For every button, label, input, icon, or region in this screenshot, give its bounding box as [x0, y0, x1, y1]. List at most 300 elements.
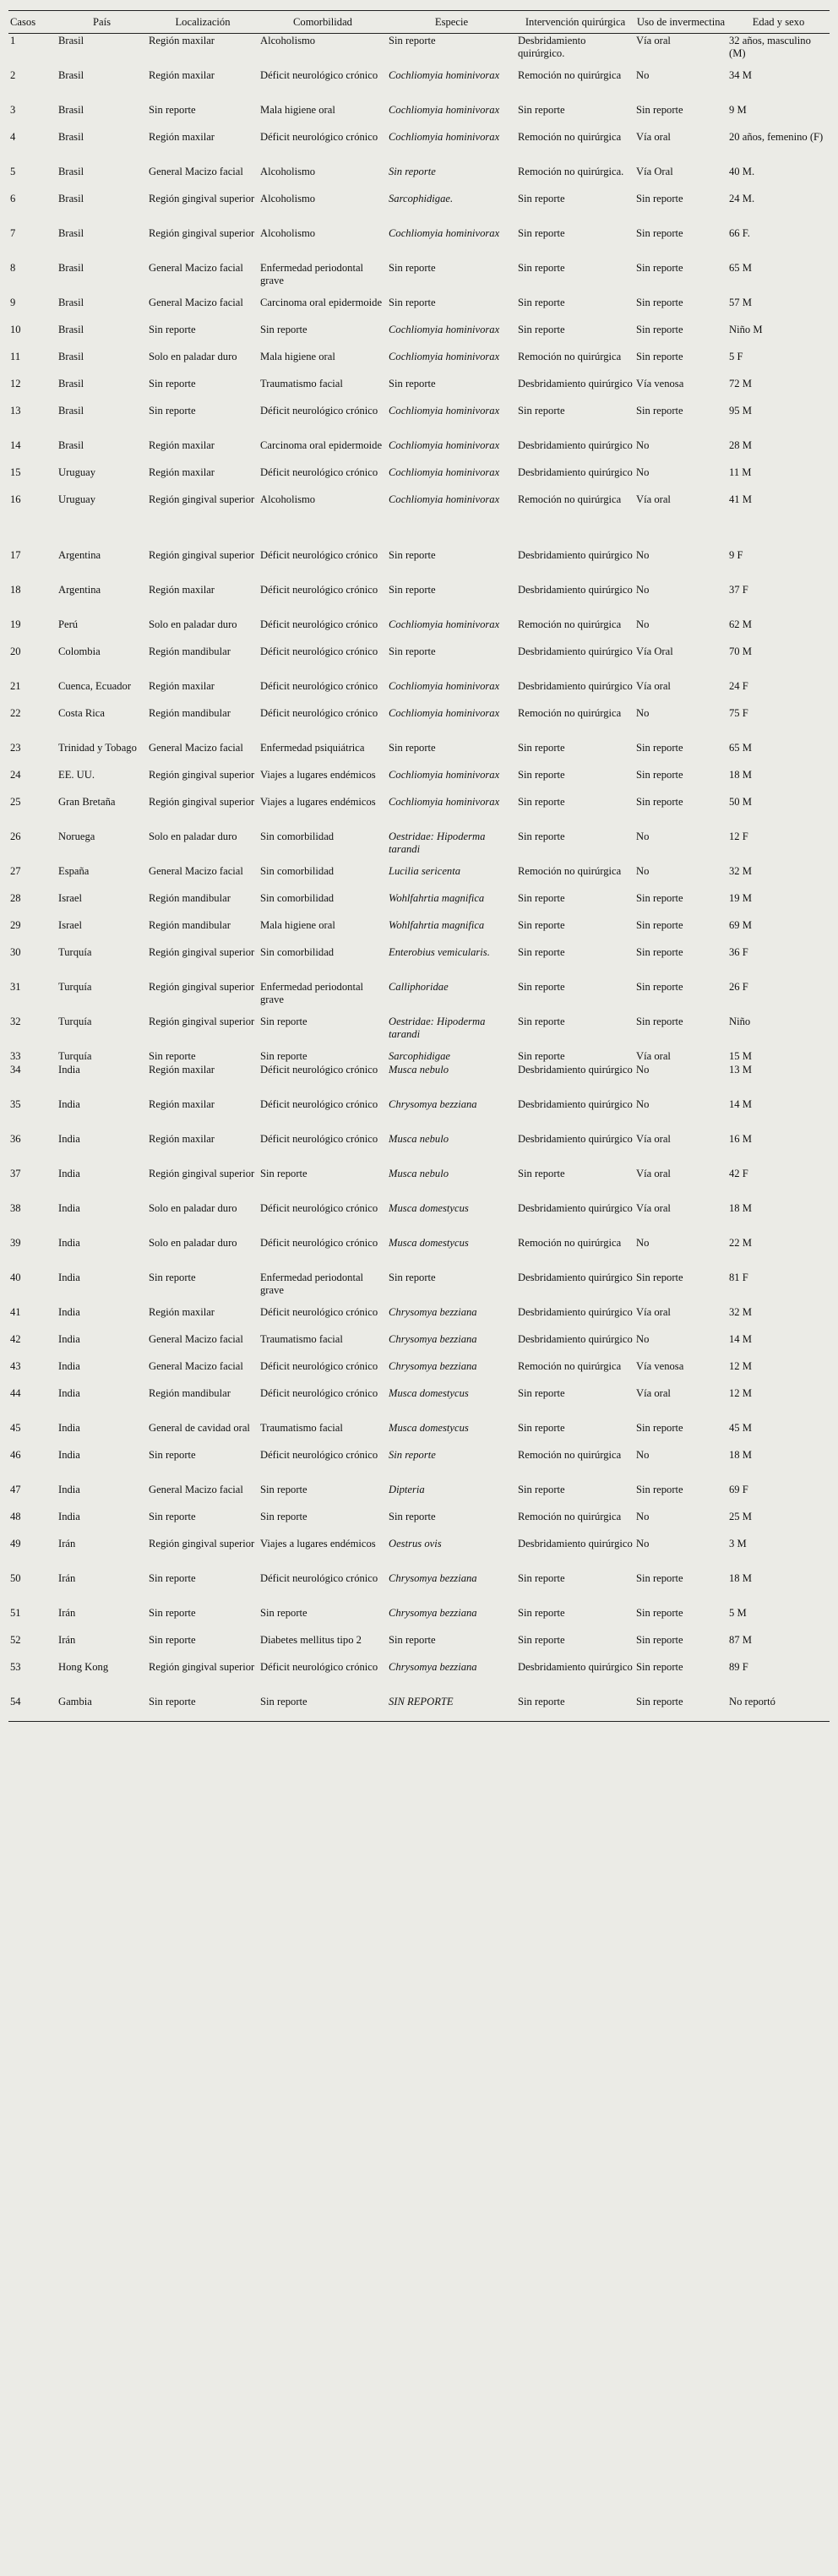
intervention-cell: Sin reporte	[518, 1606, 565, 1619]
case-number: 43	[10, 1359, 21, 1372]
age-sex-cell: 5 F	[729, 350, 743, 362]
table-row	[8, 864, 830, 891]
table-row	[8, 830, 830, 864]
case-number: 16	[10, 493, 21, 505]
table-row	[8, 679, 830, 706]
age-sex-cell: 41 M	[729, 493, 752, 505]
ivermectin-cell: Sin reporte	[636, 226, 683, 239]
species-cell: Chrysomya bezziana	[389, 1332, 477, 1345]
comorbidity-cell: Déficit neurológico crónico	[260, 404, 378, 417]
ivermectin-cell: No	[636, 864, 650, 877]
comorbidity-cell: Déficit neurológico crónico	[260, 679, 378, 692]
comorbidity-cell: Déficit neurológico crónico	[260, 68, 378, 81]
age-sex-cell: 72 M	[729, 377, 752, 389]
table-row	[8, 1386, 830, 1421]
country-cell: India	[58, 1305, 80, 1318]
country-cell: Brasil	[58, 296, 84, 308]
age-sex-cell: 37 F	[729, 583, 748, 596]
location-cell: Sin reporte	[149, 1448, 196, 1461]
species-cell: Musca nebulo	[389, 1167, 449, 1179]
ivermectin-cell: Vía oral	[636, 493, 671, 505]
ivermectin-cell: No	[636, 1236, 650, 1249]
age-sex-cell: 18 M	[729, 768, 752, 781]
intervention-cell: Desbridamiento quirúrgico	[518, 1201, 633, 1214]
species-cell: Cochliomyia hominivorax	[389, 466, 500, 478]
location-cell: Región gingival superior	[149, 980, 255, 993]
table-row	[8, 768, 830, 795]
species-cell: Dipteria	[389, 1483, 425, 1495]
location-cell: General Macizo facial	[149, 1483, 243, 1495]
intervention-cell: Desbridamiento quirúrgico	[518, 1305, 633, 1318]
case-number: 22	[10, 706, 21, 719]
location-cell: Solo en paladar duro	[149, 350, 237, 362]
ivermectin-cell: No	[636, 1448, 650, 1461]
case-number: 17	[10, 548, 21, 561]
comorbidity-cell: Déficit neurológico crónico	[260, 548, 378, 561]
table-row	[8, 918, 830, 945]
country-cell: Gran Bretaña	[58, 795, 116, 808]
country-cell: India	[58, 1271, 80, 1283]
comorbidity-cell: Déficit neurológico crónico	[260, 1571, 378, 1584]
age-sex-cell: Niño	[729, 1015, 751, 1027]
country-cell: India	[58, 1421, 80, 1434]
ivermectin-cell: Sin reporte	[636, 1633, 683, 1646]
location-cell: Región mandibular	[149, 1386, 231, 1399]
species-cell: Sin reporte	[389, 1510, 436, 1522]
comorbidity-cell: Carcinoma oral epidermoide	[260, 296, 383, 308]
ivermectin-cell: Sin reporte	[636, 323, 683, 335]
species-cell: Sin reporte	[389, 296, 436, 308]
age-sex-cell: 12 F	[729, 830, 748, 842]
location-cell: Región maxilar	[149, 1132, 215, 1145]
species-cell: Cochliomyia hominivorax	[389, 768, 500, 781]
table-row	[8, 103, 830, 130]
age-sex-cell: 26 F	[729, 980, 748, 993]
age-sex-cell: 32 M	[729, 864, 752, 877]
species-cell: Musca nebulo	[389, 1063, 449, 1076]
table-row	[8, 1015, 830, 1049]
comorbidity-cell: Viajes a lugares endémicos	[260, 768, 376, 781]
ivermectin-cell: Sin reporte	[636, 1606, 683, 1619]
age-sex-cell: 89 F	[729, 1660, 748, 1673]
intervention-cell: Sin reporte	[518, 192, 565, 204]
table-row	[8, 1167, 830, 1201]
table-row	[8, 1063, 830, 1097]
age-sex-cell: 75 F	[729, 706, 748, 719]
species-cell: Sin reporte	[389, 165, 436, 177]
intervention-cell: Sin reporte	[518, 945, 565, 958]
comorbidity-cell: Déficit neurológico crónico	[260, 1386, 378, 1399]
intervention-cell: Desbridamiento quirúrgico	[518, 1660, 633, 1673]
ivermectin-cell: No	[636, 466, 650, 478]
ivermectin-cell: No	[636, 68, 650, 81]
age-sex-cell: 13 M	[729, 1063, 752, 1076]
case-number: 5	[10, 165, 16, 177]
header-comorbilidad: Comorbilidad	[293, 16, 352, 28]
comorbidity-cell: Déficit neurológico crónico	[260, 1305, 378, 1318]
comorbidity-cell: Déficit neurológico crónico	[260, 466, 378, 478]
location-cell: Región mandibular	[149, 645, 231, 657]
table-row	[8, 192, 830, 226]
intervention-cell: Remoción no quirúrgica	[518, 1448, 622, 1461]
age-sex-cell: 18 M	[729, 1571, 752, 1584]
species-cell: Sarcophidigae	[389, 1049, 450, 1062]
ivermectin-cell: Vía venosa	[636, 377, 684, 389]
age-sex-cell: 34 M	[729, 68, 752, 81]
table-row	[8, 323, 830, 350]
age-sex-cell: 50 M	[729, 795, 752, 808]
comorbidity-cell: Sin reporte	[260, 323, 307, 335]
location-cell: Región maxilar	[149, 68, 215, 81]
intervention-cell: Desbridamiento quirúrgico	[518, 645, 633, 657]
location-cell: Región maxilar	[149, 130, 215, 143]
location-cell: Región maxilar	[149, 1097, 215, 1110]
intervention-cell: Desbridamiento quirúrgico	[518, 438, 633, 451]
species-cell: Sin reporte	[389, 1633, 436, 1646]
table-row	[8, 1571, 830, 1606]
location-cell: Región maxilar	[149, 35, 215, 46]
table-row	[8, 1271, 830, 1305]
table-row	[8, 404, 830, 438]
location-cell: Solo en paladar duro	[149, 1201, 237, 1214]
table-row	[8, 226, 830, 261]
species-cell: Cochliomyia hominivorax	[389, 130, 500, 143]
country-cell: Irán	[58, 1537, 76, 1549]
age-sex-cell: 69 M	[729, 918, 752, 931]
intervention-cell: Desbridamiento quirúrgico	[518, 1537, 633, 1549]
comorbidity-cell: Traumatismo facial	[260, 1332, 343, 1345]
country-cell: Irán	[58, 1606, 76, 1619]
table-row	[8, 1359, 830, 1386]
age-sex-cell: 19 M	[729, 891, 752, 904]
table-row	[8, 350, 830, 377]
location-cell: Región mandibular	[149, 891, 231, 904]
case-number: 8	[10, 261, 16, 274]
age-sex-cell: 70 M	[729, 645, 752, 657]
intervention-cell: Desbridamiento quirúrgico	[518, 1271, 633, 1283]
ivermectin-cell: Sin reporte	[636, 1271, 683, 1283]
intervention-cell: Remoción no quirúrgica	[518, 618, 622, 630]
case-number: 24	[10, 768, 21, 781]
table-row	[8, 493, 830, 548]
country-cell: Brasil	[58, 323, 84, 335]
location-cell: Región gingival superior	[149, 795, 255, 808]
ivermectin-cell: No	[636, 1097, 650, 1110]
comorbidity-cell: Déficit neurológico crónico	[260, 1063, 378, 1076]
species-cell: Sin reporte	[389, 583, 436, 596]
ivermectin-cell: Sin reporte	[636, 795, 683, 808]
comorbidity-cell: Déficit neurológico crónico	[260, 706, 378, 719]
ivermectin-cell: Sin reporte	[636, 741, 683, 754]
age-sex-cell: 16 M	[729, 1132, 752, 1145]
species-cell: Cochliomyia hominivorax	[389, 350, 500, 362]
age-sex-cell: 12 M	[729, 1386, 752, 1399]
intervention-cell: Sin reporte	[518, 1483, 565, 1495]
species-cell: Sin reporte	[389, 1271, 436, 1283]
ivermectin-cell: Sin reporte	[636, 1015, 683, 1027]
case-number: 44	[10, 1386, 21, 1399]
case-number: 21	[10, 679, 21, 692]
table-row	[8, 1660, 830, 1695]
country-cell: India	[58, 1448, 80, 1461]
case-number: 6	[10, 192, 16, 204]
species-cell: Cochliomyia hominivorax	[389, 323, 500, 335]
case-number: 27	[10, 864, 21, 877]
species-cell: Sin reporte	[389, 548, 436, 561]
location-cell: Sin reporte	[149, 103, 196, 116]
age-sex-cell: 28 M	[729, 438, 752, 451]
table-row	[8, 1695, 830, 1722]
country-cell: Argentina	[58, 583, 101, 596]
intervention-cell: Sin reporte	[518, 261, 565, 274]
location-cell: Región maxilar	[149, 466, 215, 478]
table-row	[8, 34, 830, 68]
ivermectin-cell: Sin reporte	[636, 192, 683, 204]
location-cell: Sin reporte	[149, 377, 196, 389]
country-cell: Gambia	[58, 1695, 92, 1707]
location-cell: Región gingival superior	[149, 1660, 255, 1673]
country-cell: Israel	[58, 918, 82, 931]
country-cell: Brasil	[58, 261, 84, 274]
country-cell: India	[58, 1167, 80, 1179]
species-cell: Musca domestycus	[389, 1421, 469, 1434]
intervention-cell: Remoción no quirúrgica	[518, 130, 622, 143]
case-number: 30	[10, 945, 21, 958]
species-cell: SIN REPORTE	[389, 1695, 454, 1707]
country-cell: India	[58, 1236, 80, 1249]
case-number: 54	[10, 1695, 21, 1707]
comorbidity-cell: Sin reporte	[260, 1510, 307, 1522]
age-sex-cell: Niño M	[729, 323, 763, 335]
intervention-cell: Sin reporte	[518, 891, 565, 904]
case-number: 46	[10, 1448, 21, 1461]
location-cell: General Macizo facial	[149, 741, 243, 754]
table-row	[8, 1332, 830, 1359]
age-sex-cell: 11 M	[729, 466, 752, 478]
age-sex-cell: 65 M	[729, 741, 752, 754]
case-number: 18	[10, 583, 21, 596]
ivermectin-cell: Sin reporte	[636, 768, 683, 781]
case-number: 42	[10, 1332, 21, 1345]
location-cell: General Macizo facial	[149, 1359, 243, 1372]
case-number: 49	[10, 1537, 21, 1549]
country-cell: Brasil	[58, 192, 84, 204]
ivermectin-cell: Sin reporte	[636, 918, 683, 931]
species-cell: Chrysomya bezziana	[389, 1660, 477, 1673]
location-cell: Región maxilar	[149, 1063, 215, 1076]
intervention-cell: Sin reporte	[518, 1015, 565, 1027]
case-number: 3	[10, 103, 16, 116]
comorbidity-cell: Déficit neurológico crónico	[260, 130, 378, 143]
case-number: 51	[10, 1606, 21, 1619]
species-cell: Cochliomyia hominivorax	[389, 103, 500, 116]
comorbidity-cell: Alcoholismo	[260, 226, 316, 239]
comorbidity-cell: Déficit neurológico crónico	[260, 1448, 378, 1461]
case-number: 2	[10, 68, 16, 81]
age-sex-cell: 15 M	[729, 1049, 752, 1062]
table-row	[8, 1606, 830, 1633]
age-sex-cell: 32 años, masculino (M)	[729, 35, 811, 59]
case-number: 37	[10, 1167, 21, 1179]
country-cell: India	[58, 1063, 80, 1076]
comorbidity-cell: Déficit neurológico crónico	[260, 1660, 378, 1673]
comorbidity-cell: Viajes a lugares endémicos	[260, 795, 376, 808]
case-number: 20	[10, 645, 21, 657]
location-cell: Sin reporte	[149, 1571, 196, 1584]
comorbidity-cell: Traumatismo facial	[260, 377, 343, 389]
species-cell: Cochliomyia hominivorax	[389, 493, 500, 505]
age-sex-cell: 18 M	[729, 1201, 752, 1214]
ivermectin-cell: Sin reporte	[636, 1421, 683, 1434]
intervention-cell: Sin reporte	[518, 1421, 565, 1434]
table-row	[8, 1633, 830, 1660]
table-row	[8, 795, 830, 830]
species-cell: Cochliomyia hominivorax	[389, 404, 500, 417]
case-number: 52	[10, 1633, 21, 1646]
ivermectin-cell: Sin reporte	[636, 103, 683, 116]
age-sex-cell: 14 M	[729, 1097, 752, 1110]
comorbidity-cell: Mala higiene oral	[260, 103, 335, 116]
location-cell: Sin reporte	[149, 404, 196, 417]
case-number: 28	[10, 891, 21, 904]
ivermectin-cell: No	[636, 1332, 650, 1345]
country-cell: Brasil	[58, 68, 84, 81]
species-cell: Chrysomya bezziana	[389, 1305, 477, 1318]
case-number: 32	[10, 1015, 21, 1027]
table-row	[8, 1097, 830, 1132]
ivermectin-cell: No	[636, 706, 650, 719]
age-sex-cell: 9 F	[729, 548, 743, 561]
comorbidity-cell: Sin reporte	[260, 1015, 307, 1027]
age-sex-cell: 9 M	[729, 103, 747, 116]
table-row	[8, 1510, 830, 1537]
intervention-cell: Desbridamiento quirúrgico	[518, 1063, 633, 1076]
table-header	[8, 11, 830, 34]
case-number: 13	[10, 404, 21, 417]
country-cell: Brasil	[58, 130, 84, 143]
country-cell: Trinidad y Tobago	[58, 741, 137, 754]
age-sex-cell: 25 M	[729, 1510, 752, 1522]
intervention-cell: Sin reporte	[518, 1167, 565, 1179]
table-row	[8, 980, 830, 1015]
ivermectin-cell: No	[636, 830, 650, 842]
age-sex-cell: 18 M	[729, 1448, 752, 1461]
location-cell: Región gingival superior	[149, 768, 255, 781]
comorbidity-cell: Enfermedad psiquiátrica	[260, 741, 365, 754]
intervention-cell: Remoción no quirúrgica	[518, 493, 622, 505]
intervention-cell: Sin reporte	[518, 1386, 565, 1399]
country-cell: Noruega	[58, 830, 95, 842]
case-number: 39	[10, 1236, 21, 1249]
intervention-cell: Sin reporte	[518, 980, 565, 993]
location-cell: Región gingival superior	[149, 192, 255, 204]
intervention-cell: Sin reporte	[518, 1049, 565, 1062]
ivermectin-cell: Vía Oral	[636, 165, 673, 177]
ivermectin-cell: No	[636, 583, 650, 596]
country-cell: Brasil	[58, 404, 84, 417]
location-cell: Región maxilar	[149, 679, 215, 692]
age-sex-cell: 12 M	[729, 1359, 752, 1372]
table-row	[8, 261, 830, 296]
age-sex-cell: 20 años, femenino (F)	[729, 130, 824, 143]
ivermectin-cell: Sin reporte	[636, 296, 683, 308]
location-cell: Región maxilar	[149, 1305, 215, 1318]
location-cell: Sin reporte	[149, 1606, 196, 1619]
age-sex-cell: 57 M	[729, 296, 752, 308]
location-cell: Región maxilar	[149, 583, 215, 596]
country-cell: EE. UU.	[58, 768, 95, 781]
intervention-cell: Sin reporte	[518, 741, 565, 754]
species-cell: Musca domestycus	[389, 1236, 469, 1249]
comorbidity-cell: Sin comorbilidad	[260, 891, 335, 904]
comorbidity-cell: Sin comorbilidad	[260, 945, 335, 958]
species-cell: Wohlfahrtia magnifica	[389, 918, 485, 931]
location-cell: Sin reporte	[149, 323, 196, 335]
country-cell: Perú	[58, 618, 79, 630]
country-cell: Turquía	[58, 1015, 92, 1027]
location-cell: General Macizo facial	[149, 296, 243, 308]
species-cell: Oestridae: Hipoderma tarandi	[389, 1015, 486, 1040]
header-invermectina: Uso de invermectina	[636, 16, 726, 28]
table-row	[8, 438, 830, 466]
species-cell: Sin reporte	[389, 261, 436, 274]
case-number: 19	[10, 618, 21, 630]
country-cell: Turquía	[58, 1049, 92, 1062]
intervention-cell: Remoción no quirúrgica.	[518, 165, 624, 177]
location-cell: General Macizo facial	[149, 165, 243, 177]
country-cell: Irán	[58, 1571, 76, 1584]
age-sex-cell: 3 M	[729, 1537, 747, 1549]
species-cell: Cochliomyia hominivorax	[389, 226, 500, 239]
location-cell: Región mandibular	[149, 706, 231, 719]
country-cell: Israel	[58, 891, 82, 904]
comorbidity-cell: Alcoholismo	[260, 35, 316, 46]
comorbidity-cell: Mala higiene oral	[260, 350, 335, 362]
species-cell: Cochliomyia hominivorax	[389, 68, 500, 81]
age-sex-cell: 24 M.	[729, 192, 755, 204]
country-cell: India	[58, 1510, 80, 1522]
case-number: 40	[10, 1271, 21, 1283]
table-row	[8, 1236, 830, 1271]
ivermectin-cell: Vía oral	[636, 1386, 671, 1399]
species-cell: Musca nebulo	[389, 1132, 449, 1145]
table-row	[8, 945, 830, 980]
intervention-cell: Desbridamiento quirúrgico	[518, 1332, 633, 1345]
table-row	[8, 377, 830, 404]
case-number: 34	[10, 1063, 21, 1076]
comorbidity-cell: Déficit neurológico crónico	[260, 1097, 378, 1110]
case-number: 12	[10, 377, 21, 389]
location-cell: Región gingival superior	[149, 1537, 255, 1549]
ivermectin-cell: Vía oral	[636, 1049, 671, 1062]
country-cell: India	[58, 1332, 80, 1345]
intervention-cell: Sin reporte	[518, 1695, 565, 1707]
country-cell: Brasil	[58, 350, 84, 362]
ivermectin-cell: Vía venosa	[636, 1359, 684, 1372]
case-number: 48	[10, 1510, 21, 1522]
ivermectin-cell: Sin reporte	[636, 404, 683, 417]
country-cell: India	[58, 1097, 80, 1110]
country-cell: Uruguay	[58, 466, 96, 478]
comorbidity-cell: Sin reporte	[260, 1049, 307, 1062]
location-cell: Región gingival superior	[149, 493, 255, 505]
case-number: 15	[10, 466, 21, 478]
table-row	[8, 645, 830, 679]
ivermectin-cell: Vía oral	[636, 35, 671, 46]
country-cell: Brasil	[58, 35, 84, 46]
table-row	[8, 706, 830, 741]
ivermectin-cell: Vía Oral	[636, 645, 673, 657]
